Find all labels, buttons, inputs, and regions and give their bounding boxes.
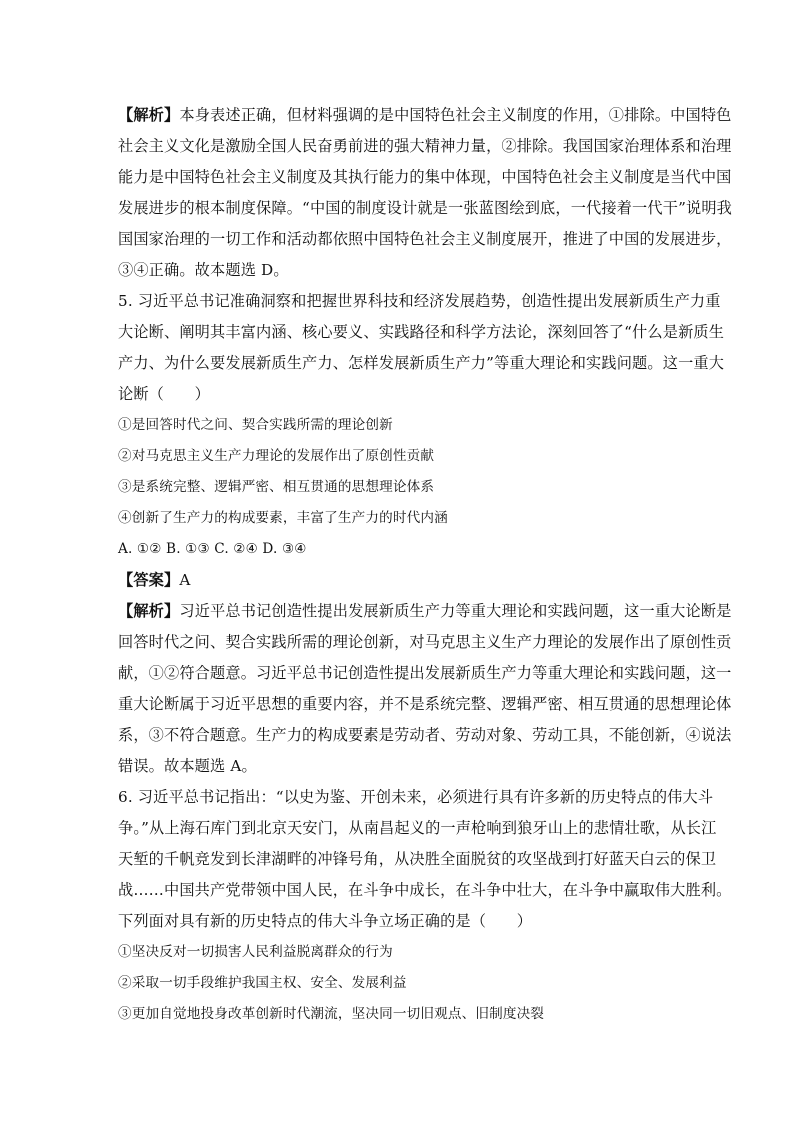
text-line: 错误。故本题选 A。 — [118, 757, 257, 775]
option-item: ①是回答时代之问、契合实践所需的理论创新 — [118, 417, 393, 433]
question-stem-line: 产力、为什么要发展新质生产力、怎样发展新质生产力”等重大理论和实践问题。这一重大 — [118, 354, 725, 372]
answer-choices: A. ①② B. ①③ C. ②④ D. ③④ — [118, 541, 307, 557]
text-line: 献，①②符合题意。习近平总书记创造性提出发展新质生产力等重大理论和实践问题，这一 — [118, 664, 732, 682]
option-item: ②对马克思主义生产力理论的发展作出了原创性贡献 — [118, 448, 435, 464]
question-stem-line: 大论断、阐明其丰富内涵、核心要义、实践路径和科学方法论，深刻回答了“什么是新质生 — [118, 323, 725, 341]
option-item: ②采取一切手段维护我国主权、安全、发展利益 — [118, 975, 407, 991]
option-item: ④创新了生产力的构成要素，丰富了生产力的时代内涵 — [118, 510, 448, 526]
text-line: 重大论断属于习近平思想的重要内容，并不是系统完整、逻辑严密、相互贯通的思想理论体 — [118, 695, 732, 713]
option-item: ③更加自觉地投身改革创新时代潮流，坚决同一切旧观点、旧制度决裂 — [118, 1006, 545, 1022]
analysis-block-q4 — [118, 100, 732, 286]
question-stem-line: 下列面对具有新的历史特点的伟大斗争立场正确的是（ ） — [118, 912, 533, 930]
analysis-tag: 【解析】 — [118, 106, 180, 124]
text-line: 【解析】本身表述正确，但材料强调的是中国特色社会主义制度的作用，①排除。中国特色 — [118, 106, 732, 124]
answer-line — [118, 565, 686, 596]
text-line: 能力是中国特色社会主义制度及其执行能力的集中体现，中国特色社会主义制度是当代中国 — [118, 168, 732, 186]
document-page — [118, 100, 732, 1030]
option-item: ①坚决反对一切损害人民利益脱离群众的行为 — [118, 944, 393, 960]
text-line: 发展进步的根本制度保障。“中国的制度设计就是一张蓝图绘到底，一代接着一代干”说明我 — [118, 199, 732, 217]
text-line: 回答时代之问、契合实践所需的理论创新，对马克思主义生产力理论的发展作出了原创性贡 — [118, 633, 732, 651]
question-stem-line: 战……中国共产党带领中国人民，在斗争中成长，在斗争中壮大，在斗争中赢取伟大胜利。 — [118, 881, 732, 899]
answer-tag: 【答案】 — [118, 571, 180, 589]
text-line: 系，③不符合题意。生产力的构成要素是劳动者、劳动对象、劳动工具，不能创新，④说法 — [118, 726, 732, 744]
question-stem-line: 争。”从上海石库门到北京天安门，从南昌起义的一声枪响到狼牙山上的悲情壮歌，从长江 — [118, 819, 717, 837]
text-line: ③④正确。故本题选 D。 — [118, 261, 289, 279]
text-line: 国国家治理的一切工作和活动都依照中国特色社会主义制度展开，推进了中国的发展进步， — [118, 230, 732, 248]
question-stem-line: 6. 习近平总书记指出：“以史为鉴、开创未来，必须进行具有许多新的历史特点的伟大斗 — [118, 788, 714, 806]
question-5 — [118, 286, 732, 782]
answer-value: A — [179, 571, 191, 589]
option-item: ③是系统完整、逻辑严密、相互贯通的思想理论体系 — [118, 479, 435, 495]
question-stem-line: 5. 习近平总书记准确洞察和把握世界科技和经济发展趋势，创造性提出发展新质生产力重 — [118, 292, 721, 310]
text-line: 社会主义文化是激励全国人民奋勇前进的强大精神力量，②排除。我国国家治理体系和治理 — [118, 137, 732, 155]
question-stem-line: 论断（ ） — [118, 385, 211, 403]
question-stem-line: 天堑的千帆竞发到长津湖畔的冲锋号角，从决胜全面脱贫的攻坚战到打好蓝天白云的保卫 — [118, 850, 717, 868]
text-line: 【解析】习近平总书记创造性提出发展新质生产力等重大理论和实践问题，这一重大论断是 — [118, 602, 732, 620]
question-6 — [118, 782, 732, 1030]
analysis-tag: 【解析】 — [118, 602, 180, 620]
